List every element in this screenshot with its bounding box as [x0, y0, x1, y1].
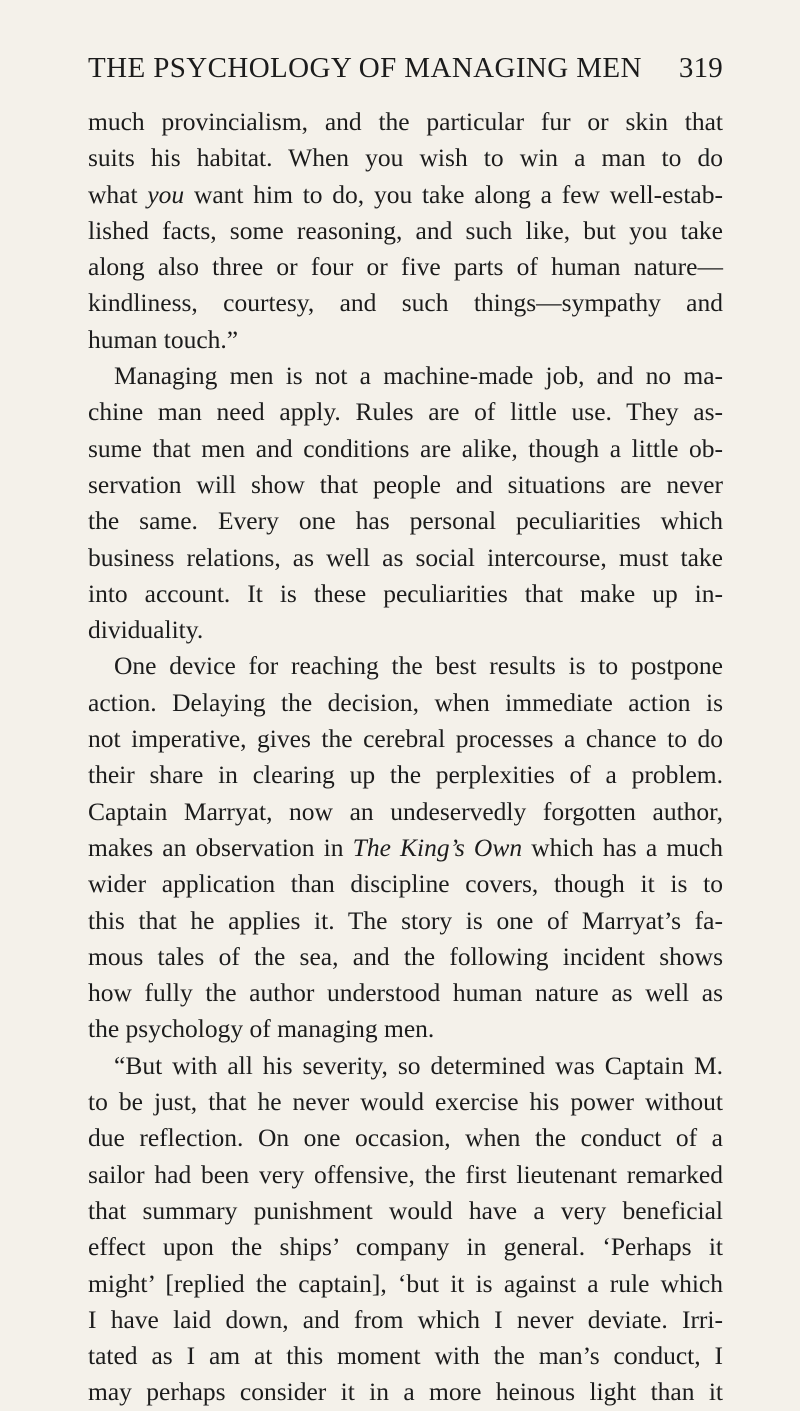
text-line: business relations, as well as social intercourse, must take [88, 542, 723, 572]
text-line: suits his habitat. When you wish to win a man to do [88, 143, 723, 173]
text-line: human touch.” [88, 324, 239, 354]
italic-text: you [147, 179, 185, 209]
text-line: I have laid down, and from which I never deviate. Irri- [88, 1304, 723, 1334]
text-line: the psychology of managing men. [88, 1014, 435, 1044]
text-line: this that he applies it. The story is one of Marryat’s fa- [88, 905, 723, 935]
page-number: 319 [678, 52, 723, 84]
text-line: servation will show that people and situations are never [88, 469, 723, 499]
text-line: tated as I am at this moment with the man’s conduct, I [88, 1341, 723, 1371]
text-line: not imperative, gives the cerebral processes a chance to do [88, 724, 723, 754]
text-line: much provincialism, and the particular fur or skin that [88, 107, 723, 136]
text-line: wider application than discipline covers, though it is to [88, 869, 723, 899]
running-head-title: THE PSYCHOLOGY OF MANAGING MEN [88, 52, 642, 84]
text-run: what [88, 179, 148, 209]
body-text [88, 104, 723, 1411]
text-line: how fully the author understood human nature as well as [88, 978, 723, 1008]
text-line: due reflection. On one occasion, when the conduct of a [88, 1123, 723, 1153]
text-line [88, 177, 723, 213]
text-line: the same. Every one has personal peculiarities which [88, 506, 723, 536]
paragraph-first-line: One device for reaching the best results is to postpone [114, 651, 723, 681]
text-run: makes an observation in [88, 832, 353, 862]
text-line: to be just, that he never would exercise his power without [88, 1087, 723, 1117]
text-line: chine man need apply. Rules are of little use. They as- [88, 397, 723, 427]
paragraph-first-line: “But with all his severity, so determined was Captain M. [114, 1050, 723, 1080]
text-line: lished facts, some reasoning, and such like, but you take [88, 215, 723, 245]
text-line: dividuality. [88, 615, 204, 645]
text-line: Captain Marryat, now an undeservedly forgotten author, [88, 796, 723, 826]
text-line: may perhaps consider it in a more heinous light than it [88, 1377, 723, 1407]
text-line: sume that men and conditions are alike, though a little ob- [88, 433, 723, 463]
text-line: might’ [replied the captain], ‘but it is against a rule which [88, 1268, 723, 1298]
text-line: mous tales of the sea, and the following incident shows [88, 941, 723, 971]
text-line: that summary punishment would have a very beneficial [88, 1195, 723, 1225]
text-line [88, 830, 723, 866]
text-line: their share in clearing up the perplexities of a problem. [88, 760, 723, 790]
text-line: kindliness, courtesy, and such things—sympathy and [88, 288, 723, 318]
text-line: action. Delaying the decision, when immediate action is [88, 687, 723, 717]
italic-book-title: The King’s Own [352, 832, 523, 862]
text-run: which has a much [522, 832, 723, 862]
text-run: want him to do, you take along a few well-estab- [184, 179, 723, 209]
text-line: into account. It is these peculiarities that make up in- [88, 578, 723, 608]
text-line: effect upon the ships’ company in general. ‘Perhaps it [88, 1232, 723, 1262]
text-line: along also three or four or five parts of human nature— [88, 252, 723, 282]
paragraph-first-line: Managing men is not a machine-made job, and no ma- [114, 361, 723, 391]
text-line: sailor had been very offensive, the first lieutenant remarked [88, 1159, 723, 1189]
running-head [88, 52, 723, 85]
